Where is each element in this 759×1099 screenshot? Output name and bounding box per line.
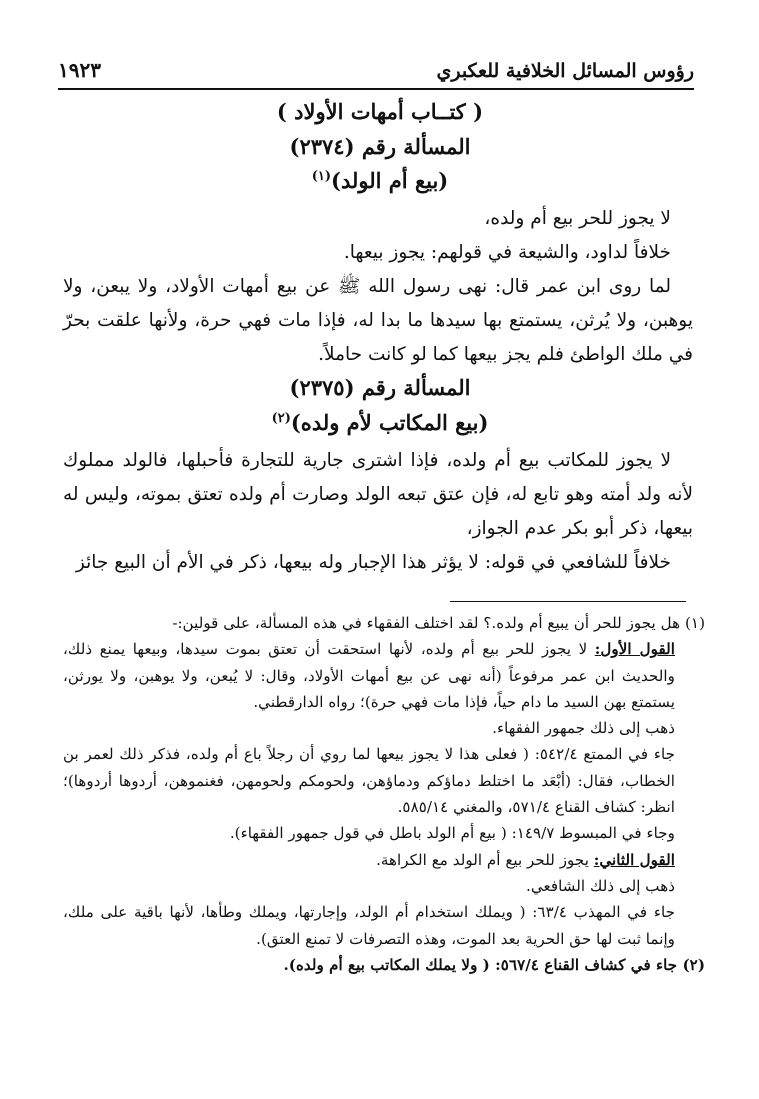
issue-title-text: (بيع المكاتب لأم ولده) bbox=[290, 410, 489, 435]
paragraph: لما روى ابن عمر قال: نهى رسول الله ﷺ عن بيع أمهات الأولاد، ولا يبعن، ولا يوهبن، ولا يُرثن، يستمتع بها سيدها ما بدا له، فإذا مات فهي حرة، ولأنها علقت بحرّ في ملك الواطئ فلم يجز بيعها كما لو كانت حاملاً. bbox=[63, 276, 693, 365]
footnote-marker: (٢) bbox=[682, 955, 705, 974]
footnote-2 bbox=[63, 952, 705, 978]
footnote-line: جاء في المهذب ٦٣/٤: ( ويملك استخدام أم الولد، وإجارتها، ويملك وطأها، لأنها باقية على ملك، وإنما ثبت لها حق الحرية بعد الموت، وهذه التصرفات لا تمنع العتق). bbox=[63, 903, 675, 948]
footnote-marker: (١) bbox=[684, 614, 705, 632]
page-header bbox=[58, 58, 694, 90]
section-1-body bbox=[63, 202, 693, 372]
opinion-text: يجوز للحر بيع أم الولد مع الكراهة. bbox=[376, 850, 594, 869]
footnote-ref: (١) bbox=[311, 169, 332, 184]
footnote-divider bbox=[450, 601, 686, 602]
footnote-line: جاء في الممتع ٥٤٢/٤: ( فعلى هذا لا يجوز بيعها لما روي أن رجلاً باع أم ولده، فذكر ذلك لعمر بن الخطاب، فقال: (أبْعَد ما اختلط دماؤكم ودماؤهن، ولحومكم ولحومهن، فغنموهن، أردوها أردوها)؛ انظر: كشاف القناع ٥٧١/٤، والمغني ٥٨٥/١٤. bbox=[63, 745, 675, 817]
footnote-opinion-2 bbox=[63, 847, 705, 873]
issue-title-text: (بيع أم الولد) bbox=[331, 168, 449, 193]
footnote-line: ذهب إلى ذلك الشافعي. bbox=[526, 876, 675, 895]
footnotes bbox=[63, 610, 705, 978]
section-2-body bbox=[63, 444, 693, 580]
book-heading: ( كتــاب أمهات الأولاد ) bbox=[276, 99, 484, 124]
footnote-1 bbox=[63, 610, 705, 636]
paragraph: لا يجوز للمكاتب بيع أم ولده، فإذا اشترى جارية للتجارة فأحبلها، فالولد مملوك لأنه ولد أمته وهو تابع له، فإن عتق تبعه الولد وصارت أم ولده تعتق بموته، وليس له بيعها، ذكر أبو بكر عدم الجواز، bbox=[63, 450, 693, 539]
opinion-text: لا يجوز للحر بيع أم ولده، لأنها استحقت أن تعتق بموت سيدها، وبيعها يمنع ذلك، والحديث ابن عمر مرفوعاً (أنه نهى عن بيع أمهات الأولاد، وقال: لا يُبعن، ولا يوهبن، ولا يورثن، يستمتع بهن السيد ما دام حياً، فإذا مات فهي حرة)؛ رواه الدارقطني. bbox=[63, 640, 675, 711]
opinion-label: القول الأول: bbox=[594, 640, 675, 659]
footnote-line: وجاء في المبسوط ١٤٩/٧: ( بيع أم الولد باطل في قول جمهور الفقهاء). bbox=[229, 824, 675, 843]
footnote-opinion-1 bbox=[63, 636, 705, 715]
opinion-label: القول الثاني: bbox=[593, 850, 675, 869]
issue-number-heading: المسألة رقم (٢٣٧٥) bbox=[289, 375, 471, 400]
page-number: ١٩٢٣ bbox=[58, 58, 101, 82]
footnote-line: ذهب إلى ذلك جمهور الفقهاء. bbox=[492, 719, 675, 738]
issue-title-heading bbox=[60, 168, 700, 193]
issue-title-heading bbox=[60, 410, 700, 435]
paragraph: لا يجوز للحر بيع أم ولده، bbox=[484, 208, 671, 229]
issue-number-heading: المسألة رقم (٢٣٧٤) bbox=[289, 134, 471, 159]
footnote-text: جاء في كشاف القناع ٥٦٧/٤: ( ولا يملك المكاتب بيع أم ولده). bbox=[283, 955, 678, 974]
paragraph: خلافاً لداود، والشيعة في قولهم: يجوز بيعها. bbox=[343, 242, 671, 263]
running-title: رؤوس المسائل الخلافية للعكبري bbox=[436, 60, 694, 82]
footnote-ref: (٢) bbox=[271, 411, 291, 426]
footnote-text: هل يجوز للحر أن يبيع أم ولده.؟ لقد اختلف الفقهاء في هذه المسألة، على قولين:- bbox=[172, 614, 681, 632]
paragraph: خلافاً للشافعي في قوله: لا يؤثر هذا الإجبار وله بيعها، ذكر في الأم أن البيع جائز bbox=[75, 552, 671, 573]
